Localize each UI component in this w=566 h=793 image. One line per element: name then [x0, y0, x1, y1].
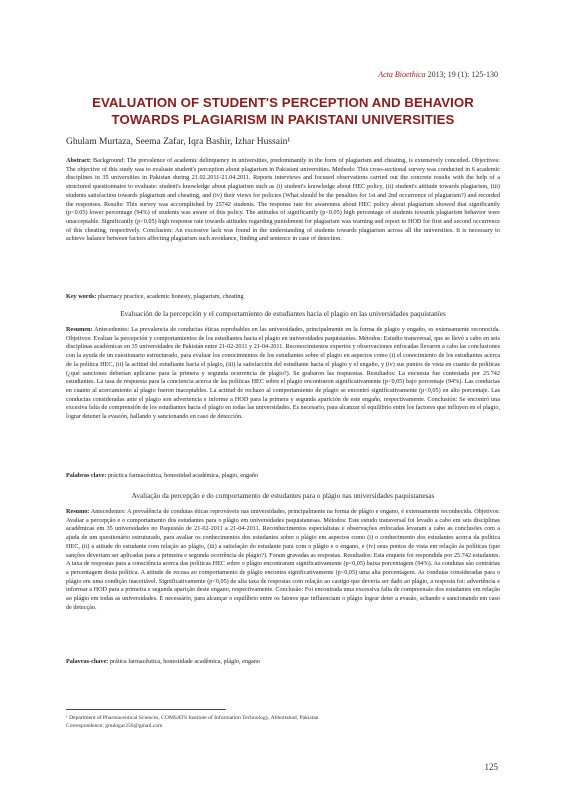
- spanish-keywords: [66, 472, 500, 481]
- spanish-keywords-text: práctica farmacéutica, honestidad académica, plagio, engaño: [107, 472, 259, 479]
- spanish-abstract-text: Antecedentes: La prevalencia de conductas éticas reprobables en las universidades, principalmente en la forma de plagio y engaño, es extensamente reconocida. Objetivos: Evaluar la percepción y comportamientos de los estudiantes hacia el plagio en universidades paquistaníes. Métodos: Estudio transversal, que se llevó a cabo en seis disciplinas académicas en 35 universidades de Pakistán entre 21-02-2011 y 21-04-2011. Reconocimientos expertos y observaciones enfocadas llevaron a cabo las conclusiones con la ayuda de un cuestionario estructurado, para evaluar los conocimientos de los estudiantes sobre el plagio en aspectos como (i) el conocimiento de los estudiantes acerca de la política HEC, (ii) la actitud del estudiante hacia el plagio, (iii) la satisfacción del estudiante hacia el plagio y el engaño, y (iv) sus puntos de vista en cuanto de políticas (¿qué sanciones deberían aplicarse para la primera y segunda ocurrencia de plagio?). Se grabaron las respuestas. Resultados: La encuesta fue contestada por 25.742 estudiantes. La tasa de respuesta para la conciencia acerca de las políticas HEC sobre el plagio encontraron significativamente (p<0,05) bajo porcentaje (94%). Las conductas en cuanto al acercamiento al plagio fueron inaceptables. La actitud de rechazo al comportamiento de plagio se encontró significativamente (p<0,05) en alto porcentaje. Las conductas consideradas ante el plagio son advertencia e informe a HOD para la primera y segunda aparición de este engaño, respectivamente. Conclusión: Se encontró una excesiva falta de comprensión de los estudiantes hacia el plagio en todas las universidades. Es necesario, para alcanzar el equilibrio entre los factores que influyen en el plagio, lograr detener la evasión, hallando y sancionando en caso de detección.: [66, 326, 500, 421]
- portuguese-abstract-text: Antecedentes: A prevalência de condutas éticas reprováveis nas universidades, principalmente na forma de plágio e engano, é extensamente reconhecida. Objetivos: Avaliar a percepção e o comportamento dos estudantes para o plágio em universidades paquistanesas. Métodos: Este estudo transversal foi levado a cabo em seis disciplinas acadêmicas em 35 universidades no Paquistão de 21-02-2011 a 21-04-2011. Reconhecimentos especialistas e observações enfocadas levaram a cabo as conclusões com a ajuda de um questionário estruturado, para avaliar os conhecimentos dos estudantes sobre o plágio em aspectos como (i) o conhecimento dos estudantes acerca da política HEC, (ii) a atitude do estudante com relação ao plágio, (iii) a satisfação do estudante para com o plágio e o engano, e (iv) seus pontos de vista em relação às políticas (que sanções deveriam ser aplicadas para a primeira e segunda ocorrência de plágio?). Foram gravadas as respostas. Resultados: Esta enquete foi respondida por 25.742 estudantes. A taxa de respostas para a consciência acerca das políticas HEC sobre o plágio encontraram significativamente (p<0,05) baixa porcentagem (94%). As condutas são contrárias a percentagem desta política. A atitude de recusa ao comportamento de plágio encontra significativamente (p<0,05) uma alta porcentagem. As condutas consideradas para o plágio em uma condição inaceitável. Significativamente (p<0,05) de alta taxa de respostas com relação ao castigo que deveria ser dado ao plágio, a resposta foi: advertência e informar a HOD para a primeira e segunda aparição deste engano, respectivamente. Conclusão: Foi encontrada uma excessiva falta de compreensão dos estudantes em relação ao plágio em todas as universidades. É necessário, para alcançar o equilíbrio entre os fatores que influenciam o plágio lograr deter a evasão, achando e sancionando em caso de detecção.: [66, 508, 500, 611]
- english-abstract: [66, 157, 500, 244]
- portuguese-abstract-label: Resumo:: [66, 508, 90, 515]
- article-title: EVALUATION OF STUDENT'S PERCEPTION AND BEHAVIOR TOWARDS PLAGIARISM IN PAKISTANI UNIVERSITIES: [92, 95, 474, 127]
- author-list: Ghulam Murtaza, Seema Zafar, Iqra Bashir, Izhar Hussain¹: [66, 137, 291, 147]
- spanish-abstract: [66, 326, 500, 422]
- keywords-text: pharmacy practice, academic honesty, plagiarism, cheating: [97, 293, 244, 300]
- footnote-divider: [66, 709, 226, 710]
- footnote: [66, 714, 500, 730]
- portuguese-keywords-text: prática farmacêutica, honestidade acadêmica, plágio, engano: [109, 658, 260, 665]
- keywords-label: Key words:: [66, 293, 97, 300]
- spanish-abstract-label: Resumen:: [66, 326, 93, 333]
- journal-name: Acta Bioethica: [378, 70, 426, 79]
- abstract-text: Background: The prevalence of academic delinquency in universities, predominantly in the form of plagiarism and cheating, is extensively conceded. Objectives: The objective of this study was to evaluate student's perception about plagiarism in Pakistani universities. Methods: This cross-sectional survey was conducted in 6 academic disciplines in 35 universities in Pakistan during 21.02.2011-21.04.2011. Reports interviews and focused observations carried out the concrete results with the help of a structured questionnaire to evaluate: student's knowledge about plagiarism such as (i) student's knowledge about HEC policy, (ii) student's attitude towards plagiarism, (iii) students satisfaction towards plagiarism and cheating, and (iv) their views for policies (What should be the penalties for 1st and 2nd occurrence of plagiarism?) and recorded the responses. Results: This survey was accomplished by 25742 students. The response rate for awareness about HEC policy about plagiarism showed that significantly (p<0.05) lower percentage (94%) of students was aware of this policy. The attitudes of significantly (p<0.05) high percentage of students towards plagiarism behavior were unacceptable. Significantly (p<0.05) high response rate towards attitudes regarding punishment for plagiarism was warning and report to HOD for first and second occurrence of this cheating, respectively. Conclusion: An excessive lack was found in the understanding of students towards plagiarism across all the universities. It is necessary to achieve balance between factors affecting plagiarism such avoidance, finding and sentence in case of detection.: [66, 157, 500, 243]
- footnote-correspondence: Correspondence: gmdogar356@gmail.com: [66, 723, 163, 729]
- english-keywords: [66, 293, 500, 302]
- portuguese-title: Avaliação da percepção e do comportamento de estudantes para o plágio nas universidades paquistanesas: [131, 492, 435, 500]
- spanish-keywords-label: Palabras clave:: [66, 472, 107, 479]
- spanish-title: Evaluación de la percepción y el comportamiento de estudiantes hacia el plagio en las universidades paquistaníes: [120, 310, 446, 318]
- portuguese-keywords-label: Palavras-chave:: [66, 658, 109, 665]
- portuguese-abstract: [66, 508, 500, 612]
- page-number: 125: [484, 762, 498, 772]
- footnote-affiliation: ¹ Department of Pharmaceutical Sciences, COMSATS Institute of Information Technology, Abbottabad, Pakistan: [66, 715, 319, 721]
- journal-header: [378, 70, 498, 79]
- abstract-label: Abstract:: [66, 157, 92, 164]
- journal-volume: 2013; 19 (1): 125-130: [427, 70, 498, 79]
- portuguese-keywords: [66, 658, 500, 667]
